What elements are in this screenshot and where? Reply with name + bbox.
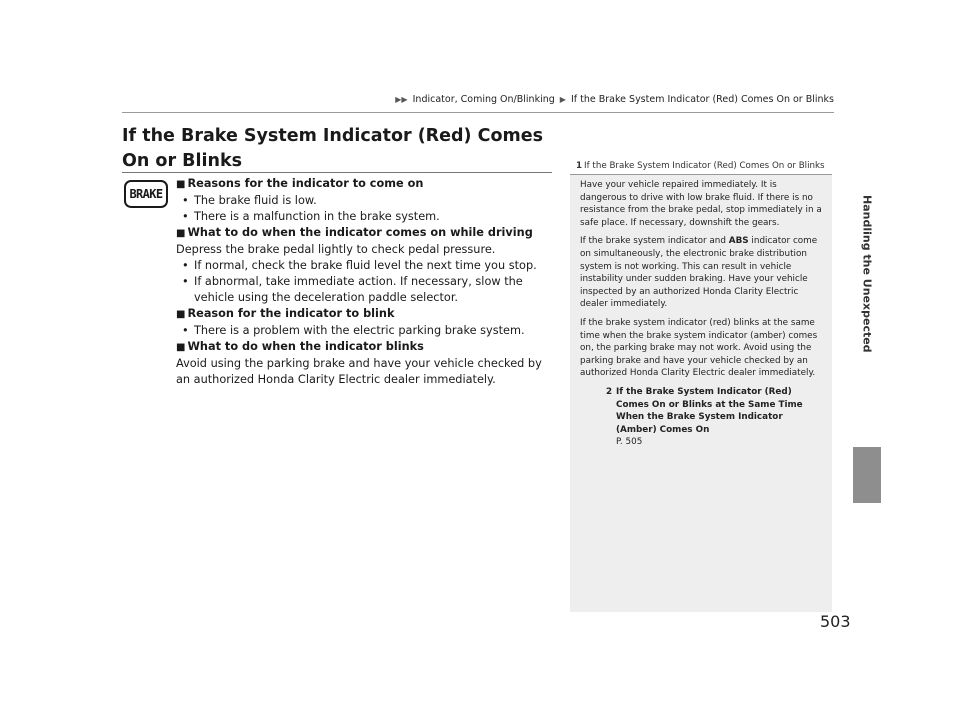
chapter-marker[interactable] (853, 447, 881, 503)
sidebar-paragraph: If the brake system indicator (red) blinks at the same time when the brake system indicator (amber) comes on, the parking brake may not work. Avoid using the parking brake and have your vehicle checked by an authorized Honda Clarity Electric dealer immediately. (580, 317, 818, 379)
breadcrumb (393, 94, 834, 105)
page-number: 503 (820, 612, 851, 631)
chapter-tab-label: Handling the Unexpected (860, 195, 874, 353)
sidebar-body (570, 175, 832, 449)
bullet-item: • The brake fluid is low. (182, 193, 552, 209)
sidebar-title: 1 If the Brake System Indicator (Red) Comes On or Blinks (570, 158, 832, 175)
sidebar-paragraph: Have your vehicle repaired immediately. It is dangerous to drive with low brake fluid. If there is no resistance from the brake pedal, stop immediately in a safe place. If necessary, downshift the gears. (580, 180, 822, 228)
breadcrumb-item[interactable]: Indicator, Coming On/Blinking (412, 94, 555, 105)
note-marker-icon: 1 (576, 161, 583, 171)
breadcrumb-arrow-icon: ▶ (559, 95, 566, 104)
header-divider (122, 112, 834, 113)
brake-indicator-icon: BRAKE (124, 180, 168, 208)
bullet-item: • If abnormal, take immediate action. If necessary, slow the vehicle using the deceleration paddle selector. (182, 274, 552, 306)
reference-arrow-icon: 2 (606, 386, 613, 397)
bullet-item: • If normal, check the brake fluid level the next time you stop. (182, 258, 552, 274)
section-square-icon: ■ (176, 309, 186, 320)
body-paragraph: Avoid using the parking brake and have your vehicle checked by an authorized Honda Clarity Electric dealer immediately. (176, 357, 542, 386)
page-title: If the Brake System Indicator (Red) Comes On or Blinks (122, 126, 544, 171)
body-paragraph: Depress the brake pedal lightly to check pedal pressure. (176, 243, 496, 256)
section-square-icon: ■ (176, 179, 186, 190)
chapter-tab (857, 84, 877, 464)
section-square-icon: ■ (176, 342, 186, 353)
reference-page[interactable]: P. 505 (616, 437, 643, 448)
title-divider (122, 172, 552, 173)
cross-reference-link[interactable]: 2 If the Brake System Indicator (Red) Comes On or Blinks at the Same Time When the Brake System Indicator (Amber) Comes On P. 505 (606, 386, 803, 448)
abs-label: ABS (728, 236, 749, 247)
bullet-item: • There is a malfunction in the brake system. (182, 209, 552, 225)
bullet-item: • There is a problem with the electric parking brake system. (182, 323, 552, 339)
section-heading: ■ Reasons for the indicator to come on (176, 177, 424, 190)
breadcrumb-item[interactable]: If the Brake System Indicator (Red) Comes On or Blinks (570, 94, 834, 105)
section-heading: ■ What to do when the indicator comes on while driving (176, 226, 533, 239)
main-content (176, 176, 552, 388)
section-heading: ■ Reason for the indicator to blink (176, 307, 395, 320)
sidebar-paragraph: If the brake system indicator and ABS indicator come on simultaneously, the electronic brake distribution system is not working. This can result in vehicle instability under sudden braking. Have your vehicle inspected by an authorized Honda Clarity Electric dealer immediately. (580, 236, 818, 310)
section-heading: ■ What to do when the indicator blinks (176, 340, 424, 353)
breadcrumb-arrow-icon: ▶▶ (395, 95, 408, 104)
sidebar-note (570, 158, 832, 612)
section-square-icon: ■ (176, 228, 186, 239)
